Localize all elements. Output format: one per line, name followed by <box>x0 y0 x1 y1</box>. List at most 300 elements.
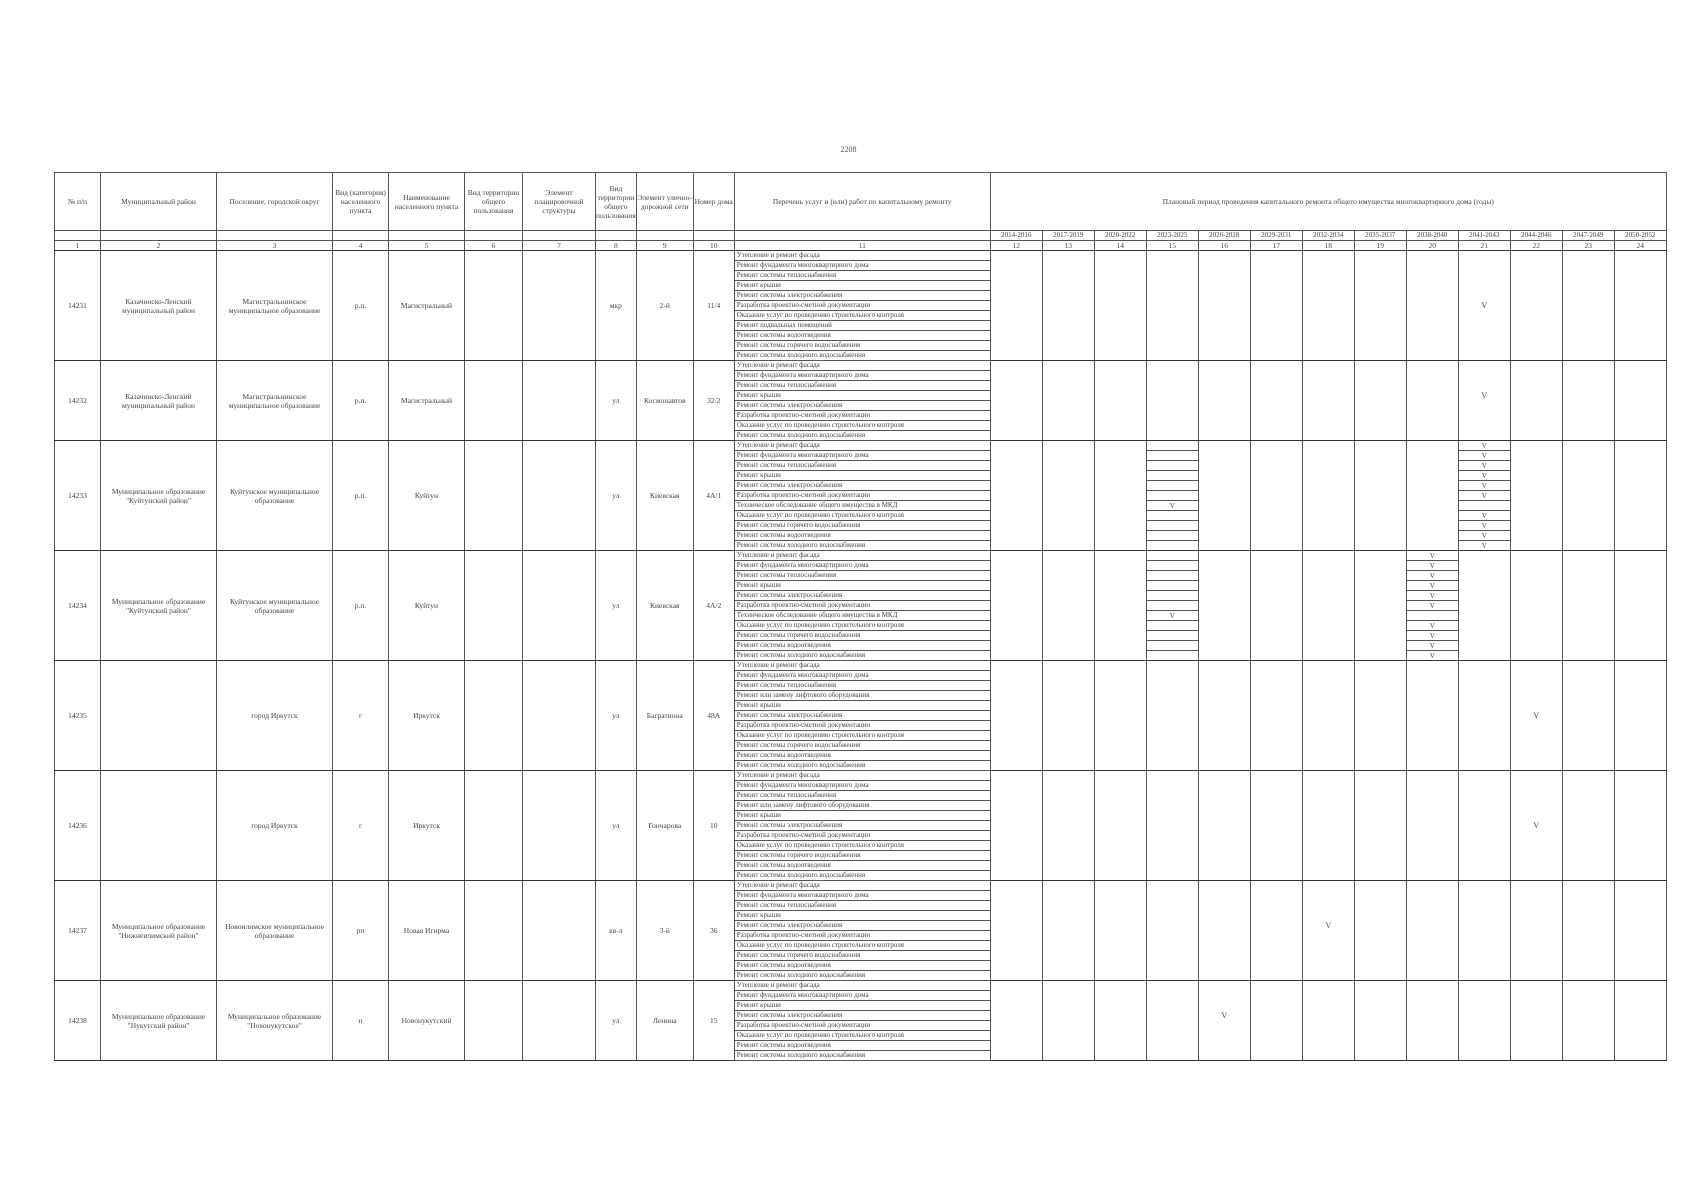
year-cell <box>1042 951 1094 961</box>
year-cell <box>1094 971 1146 981</box>
year-cell <box>1406 381 1458 391</box>
year-cell <box>1042 561 1094 571</box>
work-item: Разработка проектно-сметной документации <box>734 721 990 731</box>
year-cell <box>1302 801 1354 811</box>
year-cell <box>1250 481 1302 491</box>
year-cell <box>1250 461 1302 471</box>
year-cell <box>1302 991 1354 1001</box>
year-cell <box>1614 861 1666 871</box>
year-cell <box>1250 271 1302 281</box>
year-cell <box>1094 751 1146 761</box>
year-cell <box>1146 901 1198 911</box>
year-cell <box>1562 941 1614 951</box>
year-cell <box>1042 291 1094 301</box>
year-cell <box>1198 1021 1250 1031</box>
year-cell <box>1510 261 1562 271</box>
locality-type: р.п. <box>333 551 389 661</box>
year-cell <box>1406 1051 1458 1061</box>
year-cell <box>1562 551 1614 561</box>
year-cell <box>1146 401 1198 411</box>
year-cell <box>1354 891 1406 901</box>
year-cell <box>1562 861 1614 871</box>
year-cell <box>1250 411 1302 421</box>
year-cell <box>1510 831 1562 841</box>
year-cell <box>1250 341 1302 351</box>
year-cell <box>1406 341 1458 351</box>
years-row <box>55 231 1667 241</box>
year-cell <box>1042 661 1094 671</box>
year-cell <box>1458 951 1510 961</box>
year-cell <box>1302 871 1354 881</box>
year-cell <box>1562 611 1614 621</box>
locality-type: п <box>333 981 389 1061</box>
year-cell <box>1094 401 1146 411</box>
year-cell <box>990 1021 1042 1031</box>
year-cell <box>1146 831 1198 841</box>
year-cell <box>990 701 1042 711</box>
year-cell <box>1458 281 1510 291</box>
column-number: 17 <box>1250 241 1302 251</box>
year-cell <box>1302 461 1354 471</box>
year-cell <box>1094 601 1146 611</box>
year-cell <box>990 961 1042 971</box>
year-cell <box>1198 751 1250 761</box>
year-cell <box>1250 521 1302 531</box>
year-cell <box>1198 881 1250 891</box>
year-cell <box>1302 981 1354 991</box>
year-mark-cell <box>1146 491 1198 501</box>
year-mark-cell: V <box>1458 471 1510 481</box>
year-cell <box>1406 911 1458 921</box>
year-cell <box>1354 471 1406 481</box>
year-cell <box>1510 641 1562 651</box>
year-cell <box>1510 791 1562 801</box>
year-cell <box>1198 531 1250 541</box>
year-cell <box>1510 581 1562 591</box>
year-cell <box>1302 451 1354 461</box>
year-cell <box>1302 591 1354 601</box>
municipal-district: Муниципальное образование "Куйтунский район" <box>101 441 217 551</box>
years-row-spacer <box>523 231 596 241</box>
year-cell <box>1094 1041 1146 1051</box>
year-cell <box>990 351 1042 361</box>
house-number: 10 <box>693 771 734 881</box>
year-cell <box>1094 671 1146 681</box>
year-cell <box>1146 971 1198 981</box>
year-cell <box>1302 741 1354 751</box>
year-cell <box>1354 651 1406 661</box>
year-cell <box>1614 911 1666 921</box>
year-cell <box>1198 431 1250 441</box>
year-mark-cell: V <box>1146 611 1198 621</box>
year-cell <box>1094 531 1146 541</box>
year-cell <box>1562 641 1614 651</box>
year-cell <box>990 591 1042 601</box>
year-cell <box>1094 1021 1146 1031</box>
year-cell <box>1354 871 1406 881</box>
year-cell <box>1198 1031 1250 1041</box>
year-cell <box>1614 431 1666 441</box>
year-cell <box>1094 611 1146 621</box>
year-cell <box>990 441 1042 451</box>
year-cell <box>1458 811 1510 821</box>
work-item: Ремонт системы водоотведения <box>734 861 990 871</box>
year-cell <box>1458 401 1510 411</box>
locality-name: Иркутск <box>389 661 465 771</box>
year-cell <box>990 401 1042 411</box>
year-cell <box>1614 1001 1666 1011</box>
year-cell <box>1354 1031 1406 1041</box>
year-cell <box>1302 361 1354 371</box>
year-cell <box>1406 311 1458 321</box>
year-cell <box>1094 641 1146 651</box>
work-item: Ремонт крыши <box>734 811 990 821</box>
year-cell <box>1614 961 1666 971</box>
year-cell <box>1302 441 1354 451</box>
year-cell <box>1354 851 1406 861</box>
year-cell <box>1614 851 1666 861</box>
year-cell <box>1198 721 1250 731</box>
year-cell <box>1354 1051 1406 1061</box>
header-row <box>55 173 1667 231</box>
year-cell <box>1302 391 1354 401</box>
year-cell <box>1510 931 1562 941</box>
municipal-district: Муниципальное образование "Куйтунский район" <box>101 551 217 661</box>
year-cell <box>1510 841 1562 851</box>
year-cell <box>1250 251 1302 261</box>
year-cell <box>1146 421 1198 431</box>
year-cell <box>1094 681 1146 691</box>
work-item: Ремонт системы водоотведения <box>734 1041 990 1051</box>
year-cell <box>1614 941 1666 951</box>
year-cell <box>1146 251 1198 261</box>
year-cell <box>1406 541 1458 551</box>
year-cell <box>1614 491 1666 501</box>
work-item: Ремонт системы горячего водоснабжения <box>734 631 990 641</box>
year-cell <box>1198 921 1250 931</box>
work-item: Ремонт системы теплоснабжения <box>734 901 990 911</box>
work-item: Ремонт или замену лифтового оборудования <box>734 801 990 811</box>
year-cell <box>1562 921 1614 931</box>
year-cell <box>1562 691 1614 701</box>
year-cell <box>1302 1021 1354 1031</box>
year-cell <box>1042 711 1094 721</box>
year-cell <box>1562 301 1614 311</box>
year-cell <box>1302 691 1354 701</box>
locality-type: г <box>333 771 389 881</box>
year-cell <box>1562 501 1614 511</box>
year-cell <box>1354 431 1406 441</box>
year-cell <box>1198 931 1250 941</box>
street-type: ул <box>596 441 637 551</box>
territory-type <box>465 771 523 881</box>
year-cell <box>1042 341 1094 351</box>
year-cell <box>1562 901 1614 911</box>
year-mark-cell: V <box>1458 521 1510 531</box>
work-item: Разработка проектно-сметной документации <box>734 601 990 611</box>
year-cell <box>1198 341 1250 351</box>
year-cell <box>1198 871 1250 881</box>
year-cell <box>1302 491 1354 501</box>
year-cell <box>1042 691 1094 701</box>
year-cell <box>1302 941 1354 951</box>
year-cell <box>1198 841 1250 851</box>
year-cell <box>1198 441 1250 451</box>
year-cell <box>1614 401 1666 411</box>
year-cell <box>1146 761 1198 771</box>
territory-type <box>465 251 523 361</box>
work-item: Оказание услуг по проведению строительного контроля <box>734 1031 990 1041</box>
year-cell <box>1146 941 1198 951</box>
year-cell <box>1198 981 1250 991</box>
year-cell <box>1302 571 1354 581</box>
year-cell <box>1250 731 1302 741</box>
year-mark-cell: V <box>1406 651 1458 661</box>
year-cell <box>1510 301 1562 311</box>
year-cell <box>1406 891 1458 901</box>
year-mark-cell <box>1146 601 1198 611</box>
column-number: 5 <box>389 241 465 251</box>
year-cell <box>1354 481 1406 491</box>
year-cell <box>1302 731 1354 741</box>
year-cell <box>1250 871 1302 881</box>
year-cell <box>1406 821 1458 831</box>
year-cell <box>1198 901 1250 911</box>
year-cell <box>1614 881 1666 891</box>
year-cell <box>990 561 1042 571</box>
year-cell <box>1510 761 1562 771</box>
year-cell <box>1614 671 1666 681</box>
year-cell <box>1406 1001 1458 1011</box>
year-cell <box>1042 921 1094 931</box>
year-cell <box>1406 351 1458 361</box>
year-cell <box>1614 931 1666 941</box>
year-cell <box>1250 811 1302 821</box>
year-cell <box>1510 551 1562 561</box>
column-number: 24 <box>1614 241 1666 251</box>
year-cell <box>1198 731 1250 741</box>
year-cell <box>1458 631 1510 641</box>
year-cell <box>1198 571 1250 581</box>
year-cell <box>1614 971 1666 981</box>
year-cell <box>1198 911 1250 921</box>
years-row-spacer <box>333 231 389 241</box>
year-cell <box>1302 671 1354 681</box>
year-cell <box>990 451 1042 461</box>
year-cell <box>1042 671 1094 681</box>
work-item: Утепление и ремонт фасада <box>734 551 990 561</box>
year-cell <box>990 721 1042 731</box>
year-cell <box>1562 421 1614 431</box>
year-cell <box>1198 281 1250 291</box>
year-cell <box>1406 361 1458 371</box>
year-cell <box>1042 581 1094 591</box>
year-cell <box>1406 981 1458 991</box>
year-cell <box>1354 931 1406 941</box>
year-cell <box>1614 721 1666 731</box>
year-mark-cell <box>1146 571 1198 581</box>
year-cell <box>1510 531 1562 541</box>
year-cell <box>1250 931 1302 941</box>
year-cell <box>1614 661 1666 671</box>
year-cell <box>990 381 1042 391</box>
year-cell <box>1094 451 1146 461</box>
year-cell <box>1614 381 1666 391</box>
year-header: 2038-2040 <box>1406 231 1458 241</box>
column-number: 18 <box>1302 241 1354 251</box>
year-cell <box>1146 291 1198 301</box>
year-cell <box>1302 951 1354 961</box>
year-cell <box>1250 581 1302 591</box>
work-item: Утепление и ремонт фасада <box>734 771 990 781</box>
year-cell <box>1302 621 1354 631</box>
year-cell <box>1614 841 1666 851</box>
year-cell <box>1562 441 1614 451</box>
year-cell <box>1302 761 1354 771</box>
year-cell <box>1614 871 1666 881</box>
year-cell <box>1406 781 1458 791</box>
year-cell <box>1094 251 1146 261</box>
year-cell <box>1250 1021 1302 1031</box>
year-cell <box>1406 901 1458 911</box>
settlement: город Иркутск <box>217 771 333 881</box>
work-item: Ремонт системы электроснабжения <box>734 291 990 301</box>
year-cell <box>1458 761 1510 771</box>
work-item: Ремонт системы электроснабжения <box>734 481 990 491</box>
work-item: Ремонт фундамента многоквартирного дома <box>734 451 990 461</box>
column-number: 7 <box>523 241 596 251</box>
header-col-10: Номер дома <box>693 173 734 231</box>
year-cell <box>1094 321 1146 331</box>
year-cell <box>990 891 1042 901</box>
year-cell <box>1510 801 1562 811</box>
year-cell <box>1562 381 1614 391</box>
year-cell <box>1510 421 1562 431</box>
year-cell <box>1562 341 1614 351</box>
work-item: Утепление и ремонт фасада <box>734 881 990 891</box>
street-name: Ленина <box>636 981 693 1061</box>
column-number: 4 <box>333 241 389 251</box>
year-cell <box>1614 421 1666 431</box>
year-cell <box>1458 771 1510 781</box>
year-cell <box>1302 831 1354 841</box>
year-cell <box>1562 351 1614 361</box>
year-cell <box>1302 301 1354 311</box>
year-cell <box>1198 401 1250 411</box>
year-cell <box>1094 781 1146 791</box>
year-cell <box>1614 531 1666 541</box>
year-cell <box>1354 541 1406 551</box>
year-cell <box>1302 911 1354 921</box>
record-id: 14233 <box>55 441 101 551</box>
year-cell <box>1302 341 1354 351</box>
year-cell <box>1510 1051 1562 1061</box>
house-number: 36 <box>693 881 734 981</box>
year-cell <box>1146 821 1198 831</box>
year-cell <box>1094 871 1146 881</box>
year-cell <box>1146 851 1198 861</box>
year-cell <box>1302 501 1354 511</box>
year-cell <box>1198 761 1250 771</box>
year-cell <box>1042 681 1094 691</box>
year-cell <box>1510 401 1562 411</box>
year-cell <box>1198 851 1250 861</box>
work-item: Оказание услуг по проведению строительного контроля <box>734 621 990 631</box>
year-cell <box>1354 971 1406 981</box>
year-cell <box>1510 731 1562 741</box>
territory-type <box>465 551 523 661</box>
years-row-spacer <box>389 231 465 241</box>
work-item: Разработка проектно-сметной документации <box>734 491 990 501</box>
year-cell <box>1302 1011 1354 1021</box>
year-cell <box>1354 561 1406 571</box>
year-cell <box>1510 1021 1562 1031</box>
year-cell <box>1458 981 1510 991</box>
year-cell <box>1198 411 1250 421</box>
year-cell <box>1042 301 1094 311</box>
year-cell <box>1406 391 1458 401</box>
year-cell <box>1562 721 1614 731</box>
year-cell <box>1614 301 1666 311</box>
year-cell <box>1198 391 1250 401</box>
planning-element <box>523 361 596 441</box>
year-cell <box>1354 461 1406 471</box>
record-id: 14232 <box>55 361 101 441</box>
year-cell <box>1510 901 1562 911</box>
year-cell <box>1146 731 1198 741</box>
year-cell <box>1510 461 1562 471</box>
year-cell <box>1458 861 1510 871</box>
year-cell <box>1510 341 1562 351</box>
year-cell <box>1094 411 1146 421</box>
year-cell <box>1198 661 1250 671</box>
column-number: 6 <box>465 241 523 251</box>
header-col-2: Муниципальный район <box>101 173 217 231</box>
year-cell <box>1614 571 1666 581</box>
year-cell <box>1198 671 1250 681</box>
year-cell <box>1094 1001 1146 1011</box>
year-cell <box>1458 321 1510 331</box>
year-cell <box>1094 901 1146 911</box>
year-cell <box>1614 321 1666 331</box>
settlement: город Иркутск <box>217 661 333 771</box>
year-cell <box>1042 551 1094 561</box>
year-cell <box>1094 931 1146 941</box>
year-cell <box>1146 411 1198 421</box>
year-cell <box>1354 341 1406 351</box>
year-cell <box>1250 321 1302 331</box>
year-cell <box>1094 991 1146 1001</box>
year-cell <box>990 521 1042 531</box>
year-mark-cell: V <box>1458 531 1510 541</box>
work-item: Утепление и ремонт фасада <box>734 441 990 451</box>
year-cell <box>1198 331 1250 341</box>
year-cell <box>1354 591 1406 601</box>
year-cell <box>1250 621 1302 631</box>
street-type: ул <box>596 361 637 441</box>
year-cell <box>990 951 1042 961</box>
year-cell <box>1250 951 1302 961</box>
year-cell <box>1562 1031 1614 1041</box>
work-item: Ремонт системы горячего водоснабжения <box>734 741 990 751</box>
year-cell <box>1198 691 1250 701</box>
year-cell <box>1458 721 1510 731</box>
planning-element <box>523 661 596 771</box>
year-cell <box>1302 651 1354 661</box>
year-cell <box>1354 791 1406 801</box>
year-cell <box>1614 891 1666 901</box>
years-row-spacer <box>596 231 637 241</box>
